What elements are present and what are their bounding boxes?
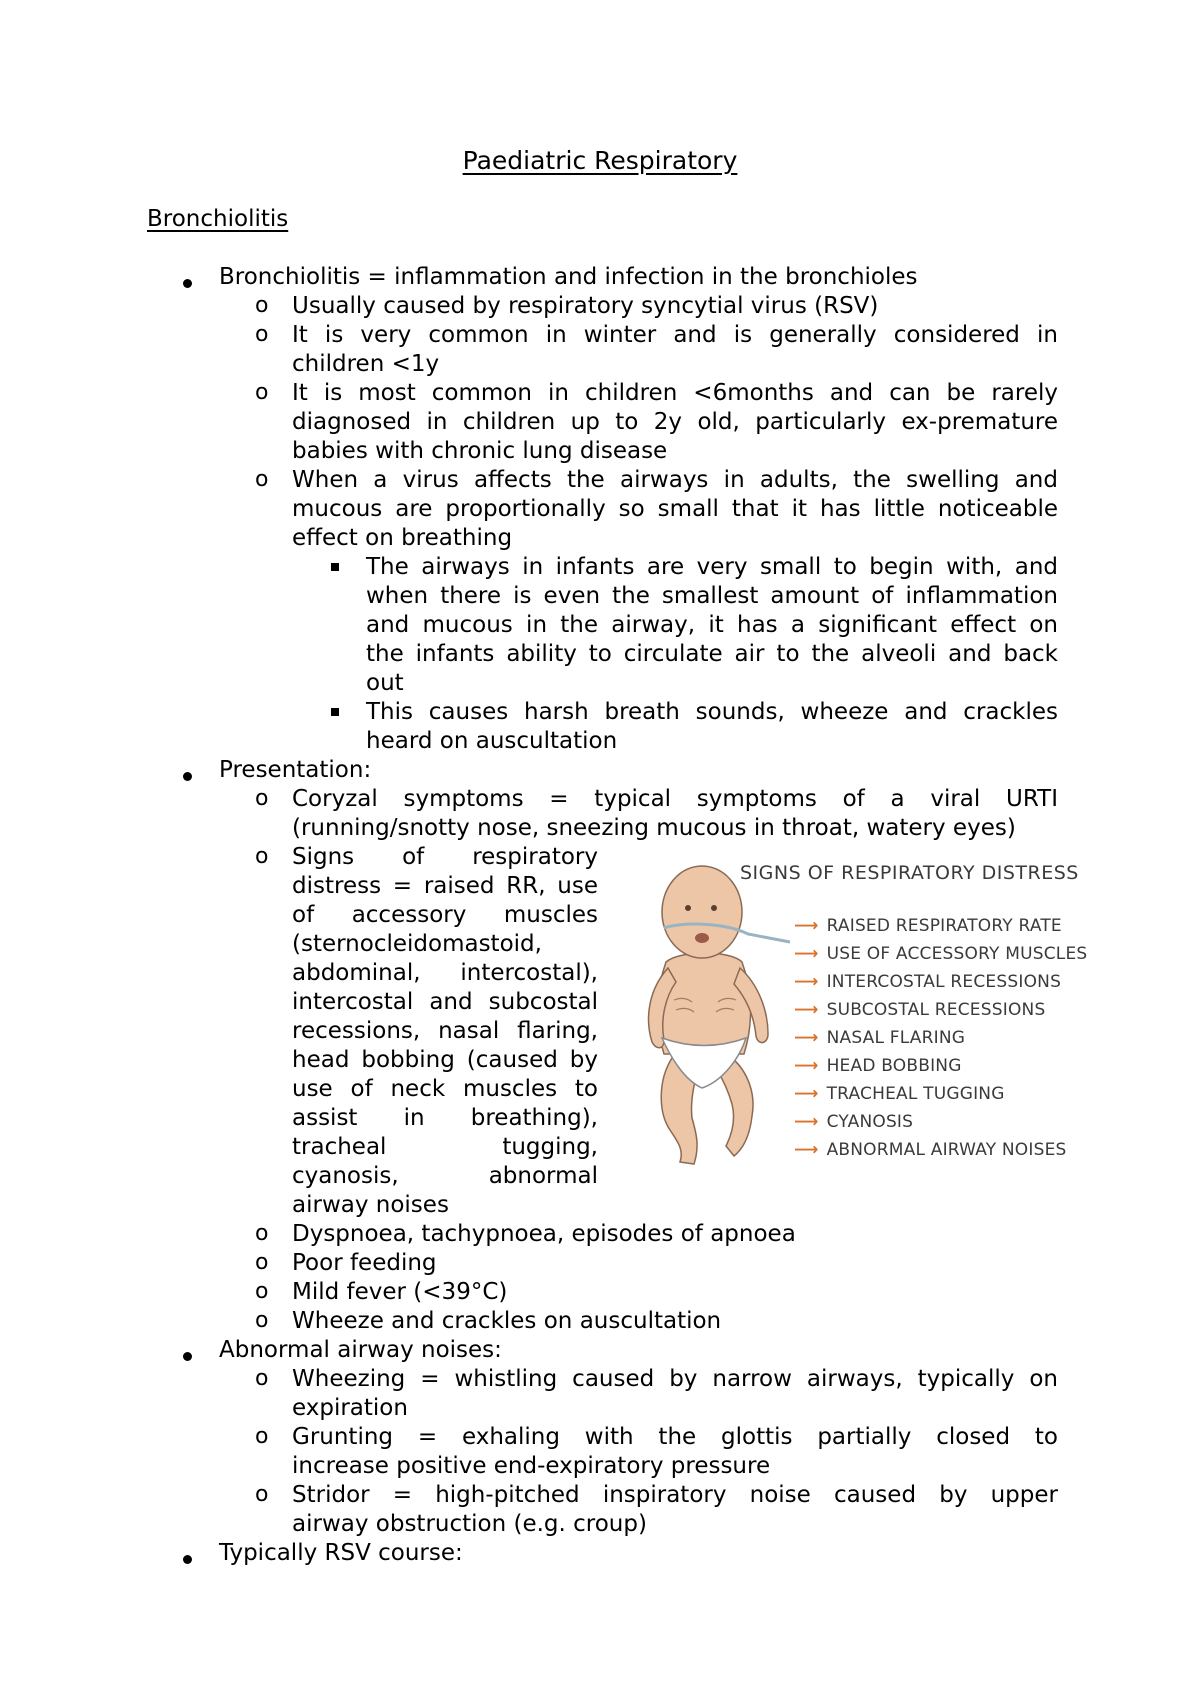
list-item: It is most common in children <6months and can be rarely <box>292 380 1058 406</box>
arrow-right-icon: ⟶ <box>794 1000 819 1020</box>
list-item: Dyspnoea, tachypnoea, episodes of apnoea <box>292 1221 796 1247</box>
arrow-right-icon: ⟶ <box>794 1056 819 1076</box>
mouth <box>695 933 709 943</box>
sign-item: ⟶ INTERCOSTAL RECESSIONS <box>794 972 1062 992</box>
arrow-right-icon: ⟶ <box>794 972 819 992</box>
circle-bullet-icon: o <box>255 322 269 347</box>
circle-bullet-icon: o <box>255 293 269 318</box>
circle-bullet-icon: o <box>255 380 269 405</box>
circle-bullet-icon: o <box>255 1308 269 1333</box>
list-item: Poor feeding <box>292 1250 437 1276</box>
list-item: expiration <box>292 1395 408 1421</box>
list-item: effect on breathing <box>292 525 513 551</box>
list-item: heard on auscultation <box>366 728 618 754</box>
list-item: use of neck muscles to <box>292 1076 598 1102</box>
list-item: of accessory muscles <box>292 902 598 928</box>
arrow-right-icon: ⟶ <box>794 1084 819 1104</box>
eye <box>685 905 691 911</box>
list-item: Stridor = high-pitched inspiratory noise caused by upper <box>292 1482 1058 1508</box>
circle-bullet-icon: o <box>255 786 269 811</box>
list-item: cyanosis, abnormal <box>292 1163 598 1189</box>
bullet-definition: Bronchiolitis = inflammation and infection in the bronchioles <box>219 264 918 290</box>
arrow-right-icon: ⟶ <box>794 1112 819 1132</box>
list-item: the infants ability to circulate air to the alveoli and back <box>366 641 1058 667</box>
section-heading: Bronchiolitis <box>147 206 289 232</box>
bullet-noises: Abnormal airway noises: <box>219 1337 502 1363</box>
circle-bullet-icon: o <box>255 1279 269 1304</box>
bullet-disc-icon <box>183 271 197 285</box>
list-item: Coryzal symptoms = typical symptoms of a viral URTI <box>292 786 1058 812</box>
list-item: Signs of respiratory <box>292 844 598 870</box>
circle-bullet-icon: o <box>255 1482 269 1507</box>
list-item: distress = raised RR, use <box>292 873 598 899</box>
list-item: Grunting = exhaling with the glottis partially closed to <box>292 1424 1058 1450</box>
figure-title: SIGNS OF RESPIRATORY DISTRESS <box>740 862 1079 884</box>
bullet-course: Typically RSV course: <box>219 1540 463 1566</box>
circle-bullet-icon: o <box>255 1366 269 1391</box>
sign-item: ⟶ SUBCOSTAL RECESSIONS <box>794 1000 1046 1020</box>
list-item: This causes harsh breath sounds, wheeze and crackles <box>366 699 1058 725</box>
list-item: recessions, nasal flaring, <box>292 1018 598 1044</box>
list-item: and mucous in the airway, it has a significant effect on <box>366 612 1058 638</box>
eye <box>711 905 717 911</box>
list-item: (running/snotty nose, sneezing mucous in throat, watery eyes) <box>292 815 1016 841</box>
arrow-right-icon: ⟶ <box>794 1140 819 1160</box>
bullet-disc-icon <box>183 764 197 778</box>
arrow-right-icon: ⟶ <box>794 1028 819 1048</box>
list-item: abdominal, intercostal), <box>292 960 598 986</box>
circle-bullet-icon: o <box>255 1250 269 1275</box>
list-item: When a virus affects the airways in adults, the swelling and <box>292 467 1058 493</box>
infant-torso <box>657 953 750 1054</box>
arrow-right-icon: ⟶ <box>794 916 819 936</box>
bullet-presentation: Presentation: <box>219 757 372 783</box>
bullet-disc-icon <box>183 1344 197 1358</box>
list-item: Wheezing = whistling caused by narrow airways, typically on <box>292 1366 1058 1392</box>
bullet-disc-icon <box>183 1547 197 1561</box>
sign-item: ⟶ USE OF ACCESSORY MUSCLES <box>794 944 1088 964</box>
list-item: (sternocleidomastoid, <box>292 931 542 957</box>
list-item: children <1y <box>292 351 440 377</box>
list-item: It is very common in winter and is generally considered in <box>292 322 1058 348</box>
list-item: airway noises <box>292 1192 449 1218</box>
list-item: head bobbing (caused by <box>292 1047 598 1073</box>
list-item: when there is even the smallest amount of inflammation <box>366 583 1058 609</box>
sign-item: ⟶ NASAL FLARING <box>794 1028 966 1048</box>
respiratory-distress-figure <box>640 850 1110 1170</box>
sign-item: ⟶ ABNORMAL AIRWAY NOISES <box>794 1140 1067 1160</box>
list-item: airway obstruction (e.g. croup) <box>292 1511 647 1537</box>
list-item: babies with chronic lung disease <box>292 438 668 464</box>
infant-head <box>662 866 742 958</box>
circle-bullet-icon: o <box>255 844 269 869</box>
list-item: tracheal tugging, <box>292 1134 598 1160</box>
square-bullet-icon <box>331 708 339 716</box>
circle-bullet-icon: o <box>255 1424 269 1449</box>
circle-bullet-icon: o <box>255 1221 269 1246</box>
list-item: Usually caused by respiratory syncytial virus (RSV) <box>292 293 879 319</box>
circle-bullet-icon: o <box>255 467 269 492</box>
infant-illustration <box>640 850 810 1170</box>
list-item: increase positive end-expiratory pressure <box>292 1453 771 1479</box>
list-item: diagnosed in children up to 2y old, particularly ex-premature <box>292 409 1058 435</box>
list-item: mucous are proportionally so small that it has little noticeable <box>292 496 1058 522</box>
list-item: assist in breathing), <box>292 1105 598 1131</box>
list-item: Mild fever (<39°C) <box>292 1279 508 1305</box>
sign-item: ⟶ HEAD BOBBING <box>794 1056 962 1076</box>
list-item: out <box>366 670 404 696</box>
list-item: intercostal and subcostal <box>292 989 598 1015</box>
list-item: Wheeze and crackles on auscultation <box>292 1308 722 1334</box>
sign-item: ⟶ RAISED RESPIRATORY RATE <box>794 916 1062 936</box>
page-title: Paediatric Respiratory <box>462 146 738 175</box>
arrow-right-icon: ⟶ <box>794 944 819 964</box>
square-bullet-icon <box>331 563 339 571</box>
sign-item: ⟶ TRACHEAL TUGGING <box>794 1084 1005 1104</box>
sign-item: ⟶ CYANOSIS <box>794 1112 914 1132</box>
list-item: The airways in infants are very small to begin with, and <box>366 554 1058 580</box>
